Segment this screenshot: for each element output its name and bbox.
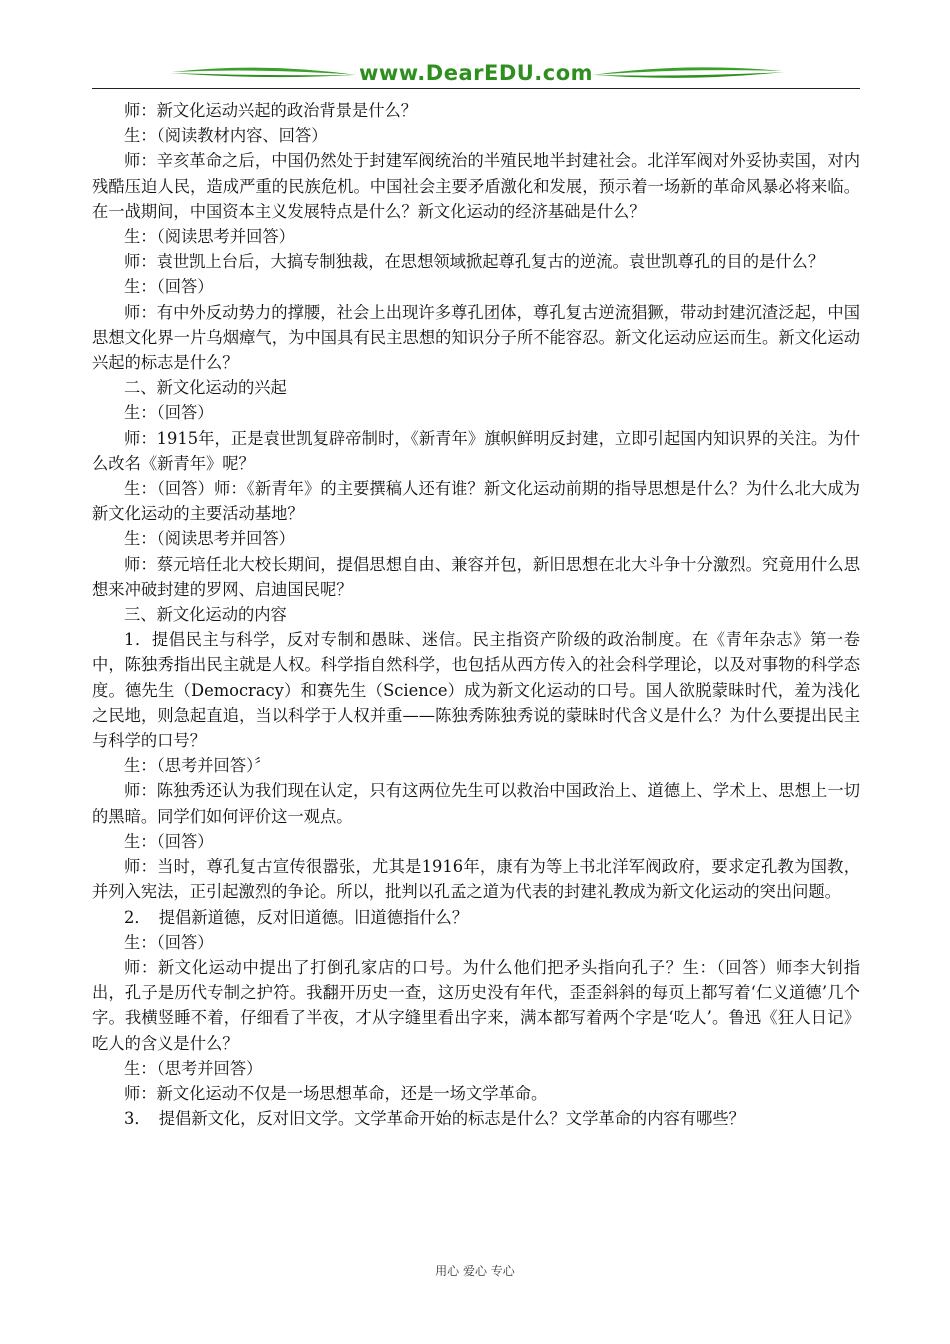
paragraph: 生：（回答） <box>124 932 214 952</box>
paragraph: 师：当时，尊孔复古宣传很嚣张，尤其是1916年，康有为等上书北洋军阀政府，要求定孔教为国教，并列入宪法，正引起激烈的争论。所以，批判以孔孟之道为代表的封建礼教成为新文化运动的突出问题。 <box>92 857 860 902</box>
paragraph: 生：（阅读思考并回答） <box>124 227 295 247</box>
section-heading: 二、新文化运动的兴起 <box>124 378 287 398</box>
paragraph: 生：（回答） <box>124 831 214 851</box>
paragraph: 师：新文化运动兴起的政治背景是什么？ <box>124 101 418 120</box>
paragraph: 2． 提倡新道德，反对旧道德。旧道德指什么？ <box>124 907 469 927</box>
paragraph: 生：（回答） <box>124 277 214 297</box>
paragraph: 生：（思考并回答）〞 <box>124 756 271 776</box>
document-body <box>92 98 860 1131</box>
paragraph: 生：（思考并回答） <box>124 1058 263 1078</box>
paragraph: 师：陈独秀还认为我们现在认定，只有这两位先生可以救治中国政治上、道德上、学术上、思想上一切的黑暗。同学们如何评价这一观点。 <box>92 781 860 826</box>
paragraph: 3． 提倡新文化，反对旧文学。文学革命开始的标志是什么？文学革命的内容有哪些？ <box>124 1109 745 1129</box>
header-rule <box>92 88 860 89</box>
section-heading: 三、新文化运动的内容 <box>124 605 287 625</box>
paragraph: 生：（回答） <box>124 403 214 423</box>
site-logo-banner <box>92 58 860 90</box>
paragraph: 生：（阅读教材内容、回答） <box>124 126 328 146</box>
paragraph: 师：1915年，正是袁世凯复辟帝制时，《新青年》旗帜鲜明反封建，立即引起国内知识界的关注。为什么改名《新青年》呢？ <box>92 428 860 473</box>
paragraph: 师：新文化运动不仅是一场思想革命，还是一场文学革命。 <box>124 1083 548 1103</box>
paragraph: 生：（回答）师：《新青年》的主要撰稿人还有谁？新文化运动前期的指导思想是什么？为什么北大成为新文化运动的主要活动基地？ <box>92 479 860 524</box>
paragraph: 师：蔡元培任北大校长期间，提倡思想自由、兼容并包，新旧思想在北大斗争十分激烈。究竟用什么思想来冲破封建的罗网、启迪国民呢？ <box>92 554 860 599</box>
paragraph: 师：有中外反动势力的撑腰，社会上出现许多尊孔团体，尊孔复古逆流猖獗，带动封建沉渣泛起，中国思想文化界一片乌烟瘴气，为中国具有民主思想的知识分子所不能容忍。新文化运动应运而生。新文化运动兴起的标志是什么？ <box>92 302 860 373</box>
paragraph: 师：袁世凯上台后，大搞专制独裁，在思想领域掀起尊孔复古的逆流。袁世凯尊孔的目的是什么？ <box>124 252 825 272</box>
paragraph: 师：辛亥革命之后，中国仍然处于封建军阀统治的半殖民地半封建社会。北洋军阀对外妥协卖国，对内残酷压迫人民，造成严重的民族危机。中国社会主要矛盾激化和发展，预示着一场新的革命风暴必将来临。在一战期间，中国资本主义发展特点是什么？新文化运动的经济基础是什么？ <box>92 151 860 221</box>
page-footer: 用心 爱心 专心 <box>435 1264 515 1278</box>
logo-text: www.DearEDU.com <box>358 61 594 85</box>
paragraph: 师：新文化运动中提出了打倒孔家店的口号。为什么他们把矛头指向孔子？生：（回答）师李大钊指出，孔子是历代专制之护符。我翻开历史一查，这历史没有年代，歪歪斜斜的每页上都写着‘仁义道德’几个字。我横竖睡不着，仔细看了半夜，才从字缝里看出字来，满本都写着两个字是‘吃人’。鲁迅《狂人日记》吃人的含义是什么？ <box>92 957 860 1053</box>
paragraph: 生：（阅读思考并回答） <box>124 529 295 549</box>
paragraph: 1．提倡民主与科学，反对专制和愚昧、迷信。民主指资产阶级的政治制度。在《青年杂志》第一卷中，陈独秀指出民主就是人权。科学指自然科学，也包括从西方传入的社会科学理论，以及对事物的科学态度。德先生（Democracy）和赛先生（Science）成为新文化运动的口号。国人欲脱蒙昧时代，羞为浅化之民地，则急起直追，当以科学于人权并重——陈独秀陈独秀说的蒙昧时代含义是什么？为什么要提出民主与科学的口号？ <box>92 630 860 751</box>
